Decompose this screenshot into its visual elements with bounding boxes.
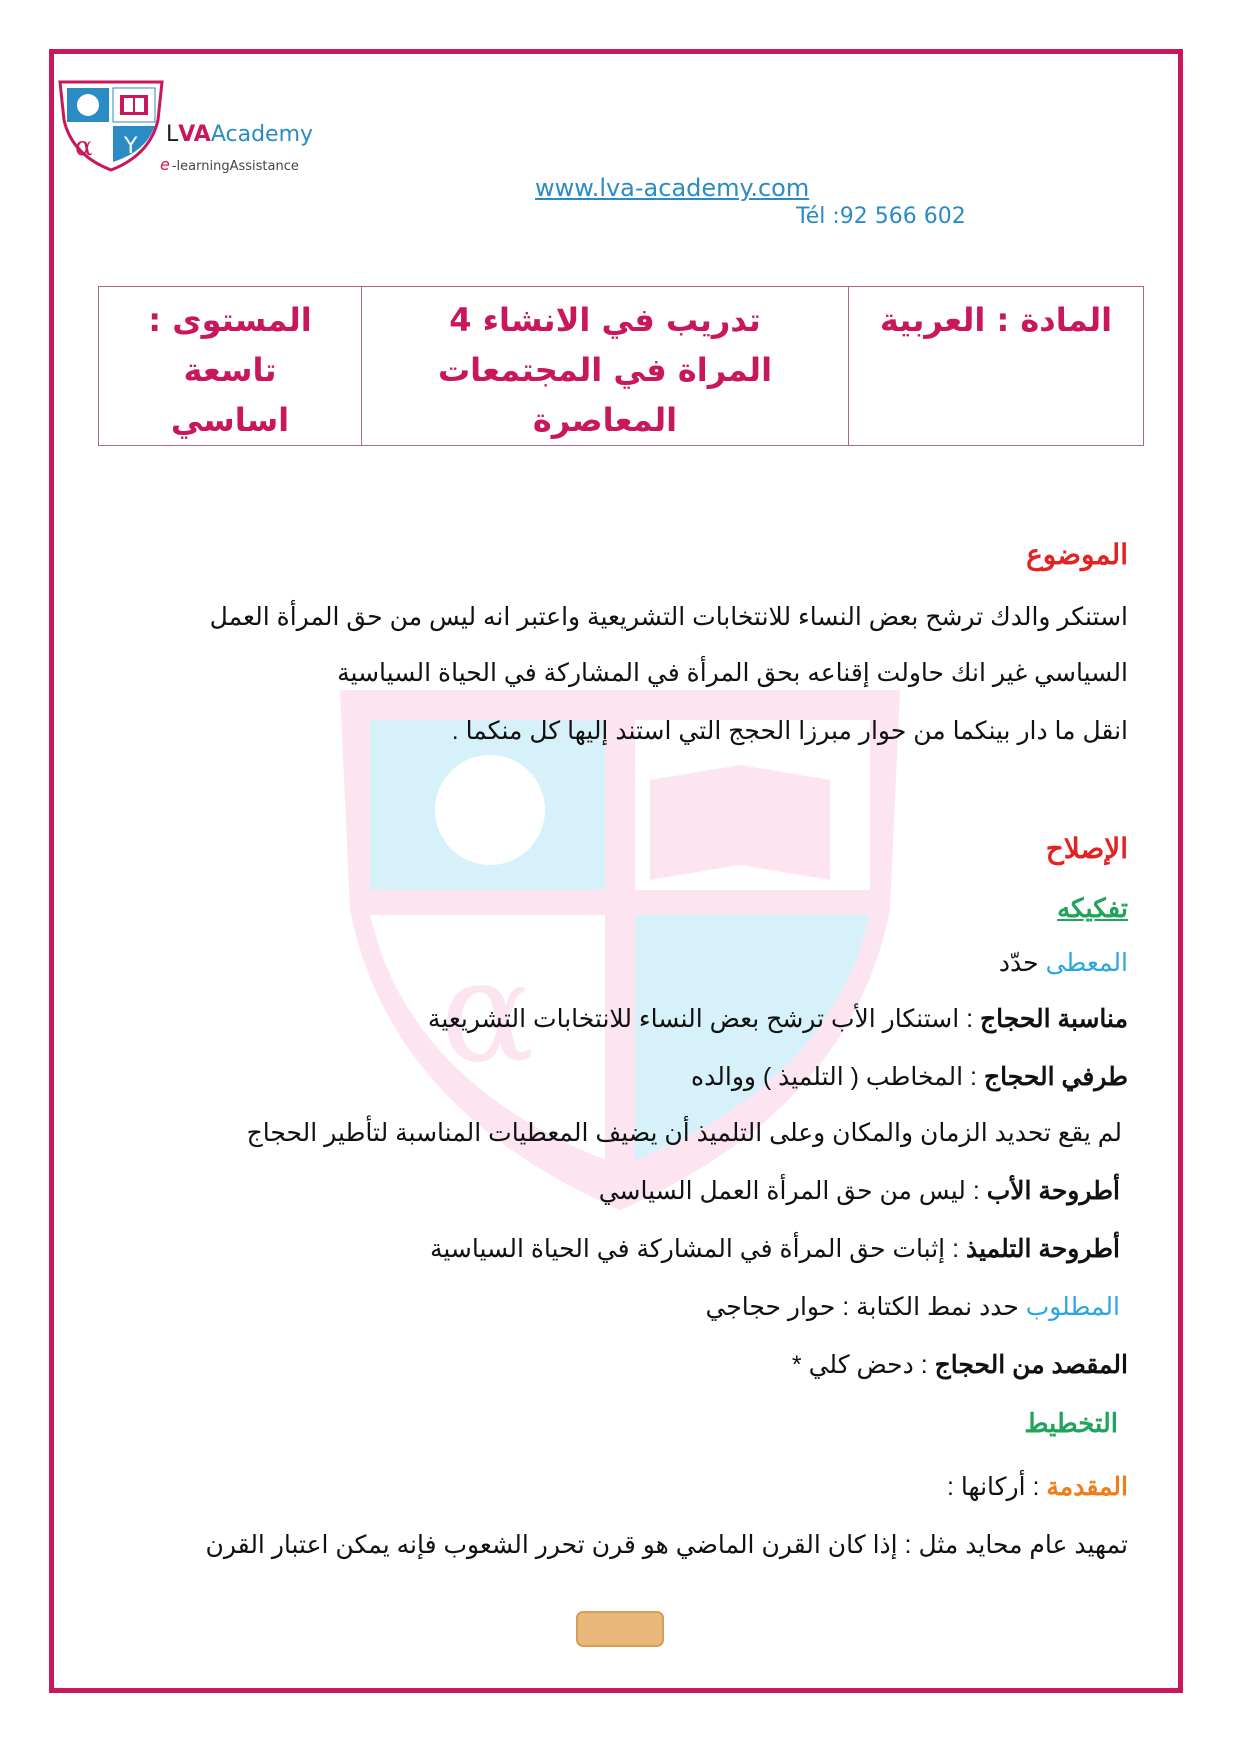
purpose-line [792,1350,1128,1380]
subject-cell [849,287,1144,446]
info-table [98,286,1144,446]
brand-prefix: L [166,122,179,147]
father-thesis-text: : ليس من حق المرأة العمل السياسي [598,1177,980,1205]
intro-label: المقدمة [1046,1473,1128,1501]
topic-heading: الموضوع [1026,539,1128,570]
purpose-text: : دحض كلي * [791,1351,928,1379]
occasion-text: : استنكار الأب ترشح بعض النساء للانتخابات التشريعية [427,1005,974,1033]
title-line-2: المراة في المجتمعات المعاصرة [437,351,773,439]
title-cell [362,287,849,446]
subject-text: المادة : العربية [879,301,1113,339]
parties-text: : المخاطب ( التلميذ ) ووالده [691,1063,978,1091]
note-line: لم يقع تحديد الزمان والمكان وعلى التلميذ أن يضيف المعطيات المناسبة لتأطير الحجاج [246,1119,1122,1147]
required-text: حدد نمط الكتابة : حوار حجاجي [705,1293,1019,1321]
correction-heading: الإصلاح [1045,833,1128,864]
student-thesis-text: : إثبات حق المرأة في المشاركة في الحياة السياسية [429,1235,960,1263]
planning-heading: التخطيط [1024,1408,1118,1438]
topic-line-1: استنكر والدك ترشح بعض النساء للانتخابات التشريعية واعتبر انه ليس من حق المرأة العمل [209,603,1128,631]
parties-label: طرفي الحجاج [983,1063,1128,1091]
lva-academy-logo [58,80,164,172]
title-line-1: تدريب في الانشاء 4 [449,301,761,339]
father-thesis-label: أطروحة الأب [986,1177,1120,1205]
brand-tagline [160,155,299,174]
given-text: حدّد [998,949,1039,977]
level-line-1: المستوى : تاسعة [148,301,312,389]
level-line-2: اساسي [170,401,290,439]
topic-line-3: انقل ما دار بينكما من حوار مبرزا الحجج التي استند إليها كل منكما . [451,717,1128,745]
level-cell [99,287,362,446]
father-thesis-line [599,1176,1120,1206]
brand-name [166,122,313,147]
student-thesis-line [430,1234,1120,1264]
topic-line-2: السياسي غير انك حاولت إقناعه بحق المرأة في المشاركة في الحياة السياسية [337,659,1128,687]
intro-text: : أركانها : [947,1473,1040,1501]
student-thesis-label: أطروحة التلميذ [965,1235,1120,1263]
occasion-line [428,1004,1128,1034]
tagline-text: -learningAssistance [171,159,299,174]
intro-line [947,1472,1128,1502]
analysis-heading: تفكيكه [1057,893,1128,923]
brand-suffix: Academy [210,122,314,147]
occasion-label: مناسبة الحجاج [980,1005,1128,1033]
website-link[interactable]: www.lva-academy.com [535,174,810,202]
page-number-badge [576,1611,664,1647]
brand-mid: VA [178,122,211,147]
svg-text:α: α [75,132,93,162]
required-line [705,1292,1120,1322]
svg-text:α: α [440,931,535,1094]
intro-example-line: تمهيد عام محايد مثل : إذا كان القرن الماضي هو قرن تحرر الشعوب فإنه يمكن اعتبار القرن [205,1531,1128,1559]
given-label: المعطى [1045,949,1128,977]
tagline-e: e [160,155,170,174]
phone-number: Tél :92 566 602 [796,204,966,229]
parties-line [691,1062,1128,1092]
required-label: المطلوب [1025,1293,1120,1321]
svg-text:Y: Y [124,134,138,159]
purpose-label: المقصد من الحجاج [934,1351,1128,1379]
given-line [999,948,1128,978]
